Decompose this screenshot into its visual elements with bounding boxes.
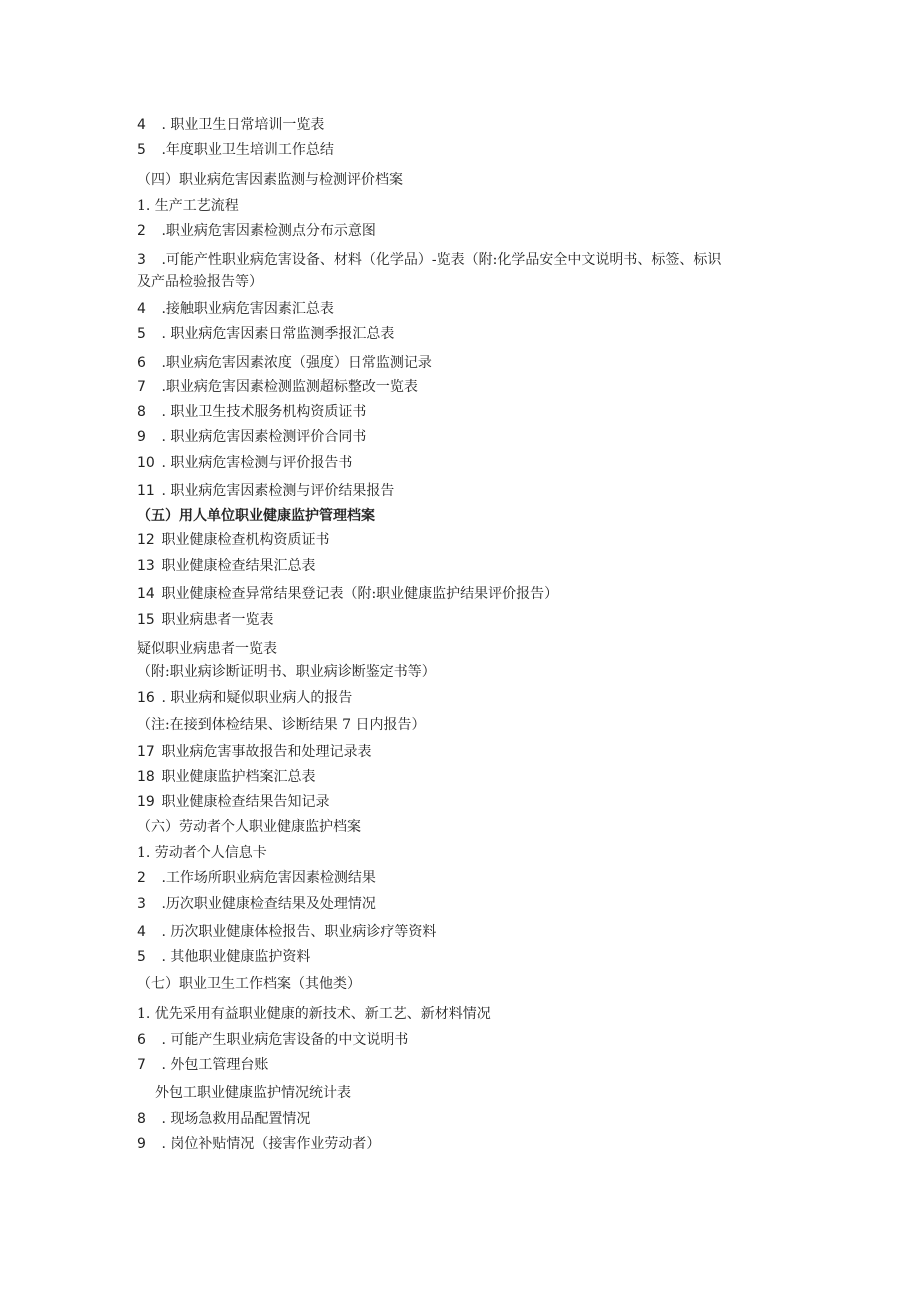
item-text: .年度职业卫生培训工作总结 bbox=[157, 142, 334, 158]
item-number: 12 bbox=[137, 532, 155, 548]
section-heading bbox=[137, 818, 361, 836]
item-number: 10 bbox=[137, 455, 155, 471]
item-number: 11 bbox=[137, 483, 155, 499]
item-text: . 职业卫生日常培训一览表 bbox=[157, 117, 325, 133]
item-text: 疑似职业病患者一览表 bbox=[137, 641, 277, 657]
list-item bbox=[137, 482, 394, 500]
item-number: 17 bbox=[137, 744, 155, 760]
item-text: . 可能产生职业病危害设备的中文说明书 bbox=[157, 1032, 409, 1048]
item-text: 职业健康检查机构资质证书 bbox=[157, 532, 330, 548]
item-number: 15 bbox=[137, 612, 155, 628]
item-text: . 历次职业健康体检报告、职业病诊疗等资料 bbox=[157, 924, 437, 940]
list-item bbox=[137, 793, 329, 811]
item-number: 2 bbox=[137, 870, 146, 886]
item-text: 外包工职业健康监护情况统计表 bbox=[155, 1085, 351, 1101]
item-text: （五）用人单位职业健康监护管理档案 bbox=[137, 508, 375, 524]
item-number: 13 bbox=[137, 558, 155, 574]
list-item bbox=[137, 768, 315, 786]
list-item bbox=[137, 689, 352, 707]
list-item bbox=[137, 1056, 268, 1074]
list-item bbox=[137, 1031, 408, 1049]
item-number: 7 bbox=[137, 379, 146, 395]
list-item bbox=[137, 141, 334, 159]
list-item bbox=[137, 428, 366, 446]
item-text: . 现场急救用品配置情况 bbox=[157, 1111, 311, 1127]
list-item bbox=[137, 531, 329, 549]
item-text: . 职业病危害因素日常监测季报汇总表 bbox=[157, 326, 395, 342]
item-number: 19 bbox=[137, 794, 155, 810]
item-number: 2 bbox=[137, 223, 146, 239]
list-item bbox=[137, 222, 376, 240]
list-item bbox=[137, 1005, 491, 1023]
item-number: 18 bbox=[137, 769, 155, 785]
list-item bbox=[137, 743, 371, 761]
item-text: . 岗位补贴情况（接害作业劳动者） bbox=[157, 1136, 381, 1152]
item-text: . 职业病危害因素检测与评价结果报告 bbox=[157, 483, 395, 499]
item-number: 16 bbox=[137, 690, 155, 706]
list-item-sub bbox=[155, 1084, 351, 1102]
item-text: （七）职业卫生工作档案（其他类） bbox=[137, 976, 361, 992]
list-item bbox=[137, 1135, 380, 1153]
item-text: . 其他职业健康监护资料 bbox=[157, 949, 311, 965]
item-text: （四）职业病危害因素监测与检测评价档案 bbox=[137, 172, 403, 188]
item-number: 4 bbox=[137, 301, 146, 317]
item-text: .历次职业健康检查结果及处理情况 bbox=[157, 896, 376, 912]
item-text: 职业病危害事故报告和处理记录表 bbox=[157, 744, 372, 760]
section-heading bbox=[137, 171, 403, 189]
item-text: .职业病危害因素检测点分布示意图 bbox=[157, 223, 376, 239]
item-text: 职业健康检查结果告知记录 bbox=[157, 794, 330, 810]
item-text: 职业健康检查异常结果登记表（附:职业健康监护结果评价报告） bbox=[157, 586, 559, 602]
item-number: 3 bbox=[137, 252, 146, 268]
item-number: 9 bbox=[137, 429, 146, 445]
list-item bbox=[137, 300, 334, 318]
item-text: 1. 劳动者个人信息卡 bbox=[137, 845, 267, 861]
item-text: 职业病患者一览表 bbox=[157, 612, 274, 628]
section-heading bbox=[137, 507, 375, 525]
item-text: 1. 优先采用有益职业健康的新技术、新工艺、新材料情况 bbox=[137, 1006, 491, 1022]
list-item bbox=[137, 454, 352, 472]
item-text: 职业健康检查结果汇总表 bbox=[157, 558, 316, 574]
item-text: . 职业病和疑似职业病人的报告 bbox=[157, 690, 353, 706]
item-text: （六）劳动者个人职业健康监护档案 bbox=[137, 819, 361, 835]
item-number: 4 bbox=[137, 924, 146, 940]
item-number: 6 bbox=[137, 1032, 146, 1048]
item-text: 1. 生产工艺流程 bbox=[137, 198, 239, 214]
item-text: .职业病危害因素浓度（强度）日常监测记录 bbox=[157, 355, 432, 371]
item-text: .可能产性职业病危害设备、材料（化学品）-览表（附:化学品安全中文说明书、标签、标识 bbox=[157, 252, 722, 268]
item-text: .工作场所职业病危害因素检测结果 bbox=[157, 870, 376, 886]
item-number: 3 bbox=[137, 896, 146, 912]
list-item bbox=[137, 611, 273, 629]
section-heading bbox=[137, 975, 361, 993]
item-number: 4 bbox=[137, 117, 146, 133]
item-text: 职业健康监护档案汇总表 bbox=[157, 769, 316, 785]
list-item bbox=[137, 325, 394, 343]
list-item bbox=[137, 948, 310, 966]
item-number: 7 bbox=[137, 1057, 146, 1073]
note bbox=[137, 663, 436, 681]
list-item bbox=[137, 116, 324, 134]
item-text: （附:职业病诊断证明书、职业病诊断鉴定书等） bbox=[137, 664, 436, 680]
item-number: 14 bbox=[137, 586, 155, 602]
item-text: （注:在接到体检结果、诊断结果 7 日内报告） bbox=[137, 717, 426, 733]
list-item bbox=[137, 640, 277, 658]
item-text: . 职业卫生技术服务机构资质证书 bbox=[157, 404, 367, 420]
item-number: 5 bbox=[137, 949, 146, 965]
list-item bbox=[137, 1110, 310, 1128]
item-number: 8 bbox=[137, 1111, 146, 1127]
item-text: 及产品检验报告等） bbox=[137, 274, 263, 290]
list-item bbox=[137, 557, 315, 575]
list-item bbox=[137, 378, 418, 396]
item-number: 5 bbox=[137, 142, 146, 158]
item-text: . 外包工管理台账 bbox=[157, 1057, 269, 1073]
list-item bbox=[137, 895, 376, 913]
item-text: .职业病危害因素检测监测超标整改一览表 bbox=[157, 379, 418, 395]
note bbox=[137, 716, 426, 734]
list-item bbox=[137, 251, 721, 269]
item-text: . 职业病危害因素检测评价合同书 bbox=[157, 429, 367, 445]
item-number: 8 bbox=[137, 404, 146, 420]
item-number: 9 bbox=[137, 1136, 146, 1152]
list-item bbox=[137, 403, 366, 421]
item-text: .接触职业病危害因素汇总表 bbox=[157, 301, 334, 317]
list-item bbox=[137, 923, 436, 941]
item-number: 6 bbox=[137, 355, 146, 371]
list-item bbox=[137, 354, 432, 372]
list-item bbox=[137, 197, 239, 215]
list-item bbox=[137, 844, 267, 862]
item-text: . 职业病危害检测与评价报告书 bbox=[157, 455, 353, 471]
list-item-continuation bbox=[137, 273, 263, 291]
list-item bbox=[137, 869, 376, 887]
item-number: 5 bbox=[137, 326, 146, 342]
list-item bbox=[137, 585, 558, 603]
